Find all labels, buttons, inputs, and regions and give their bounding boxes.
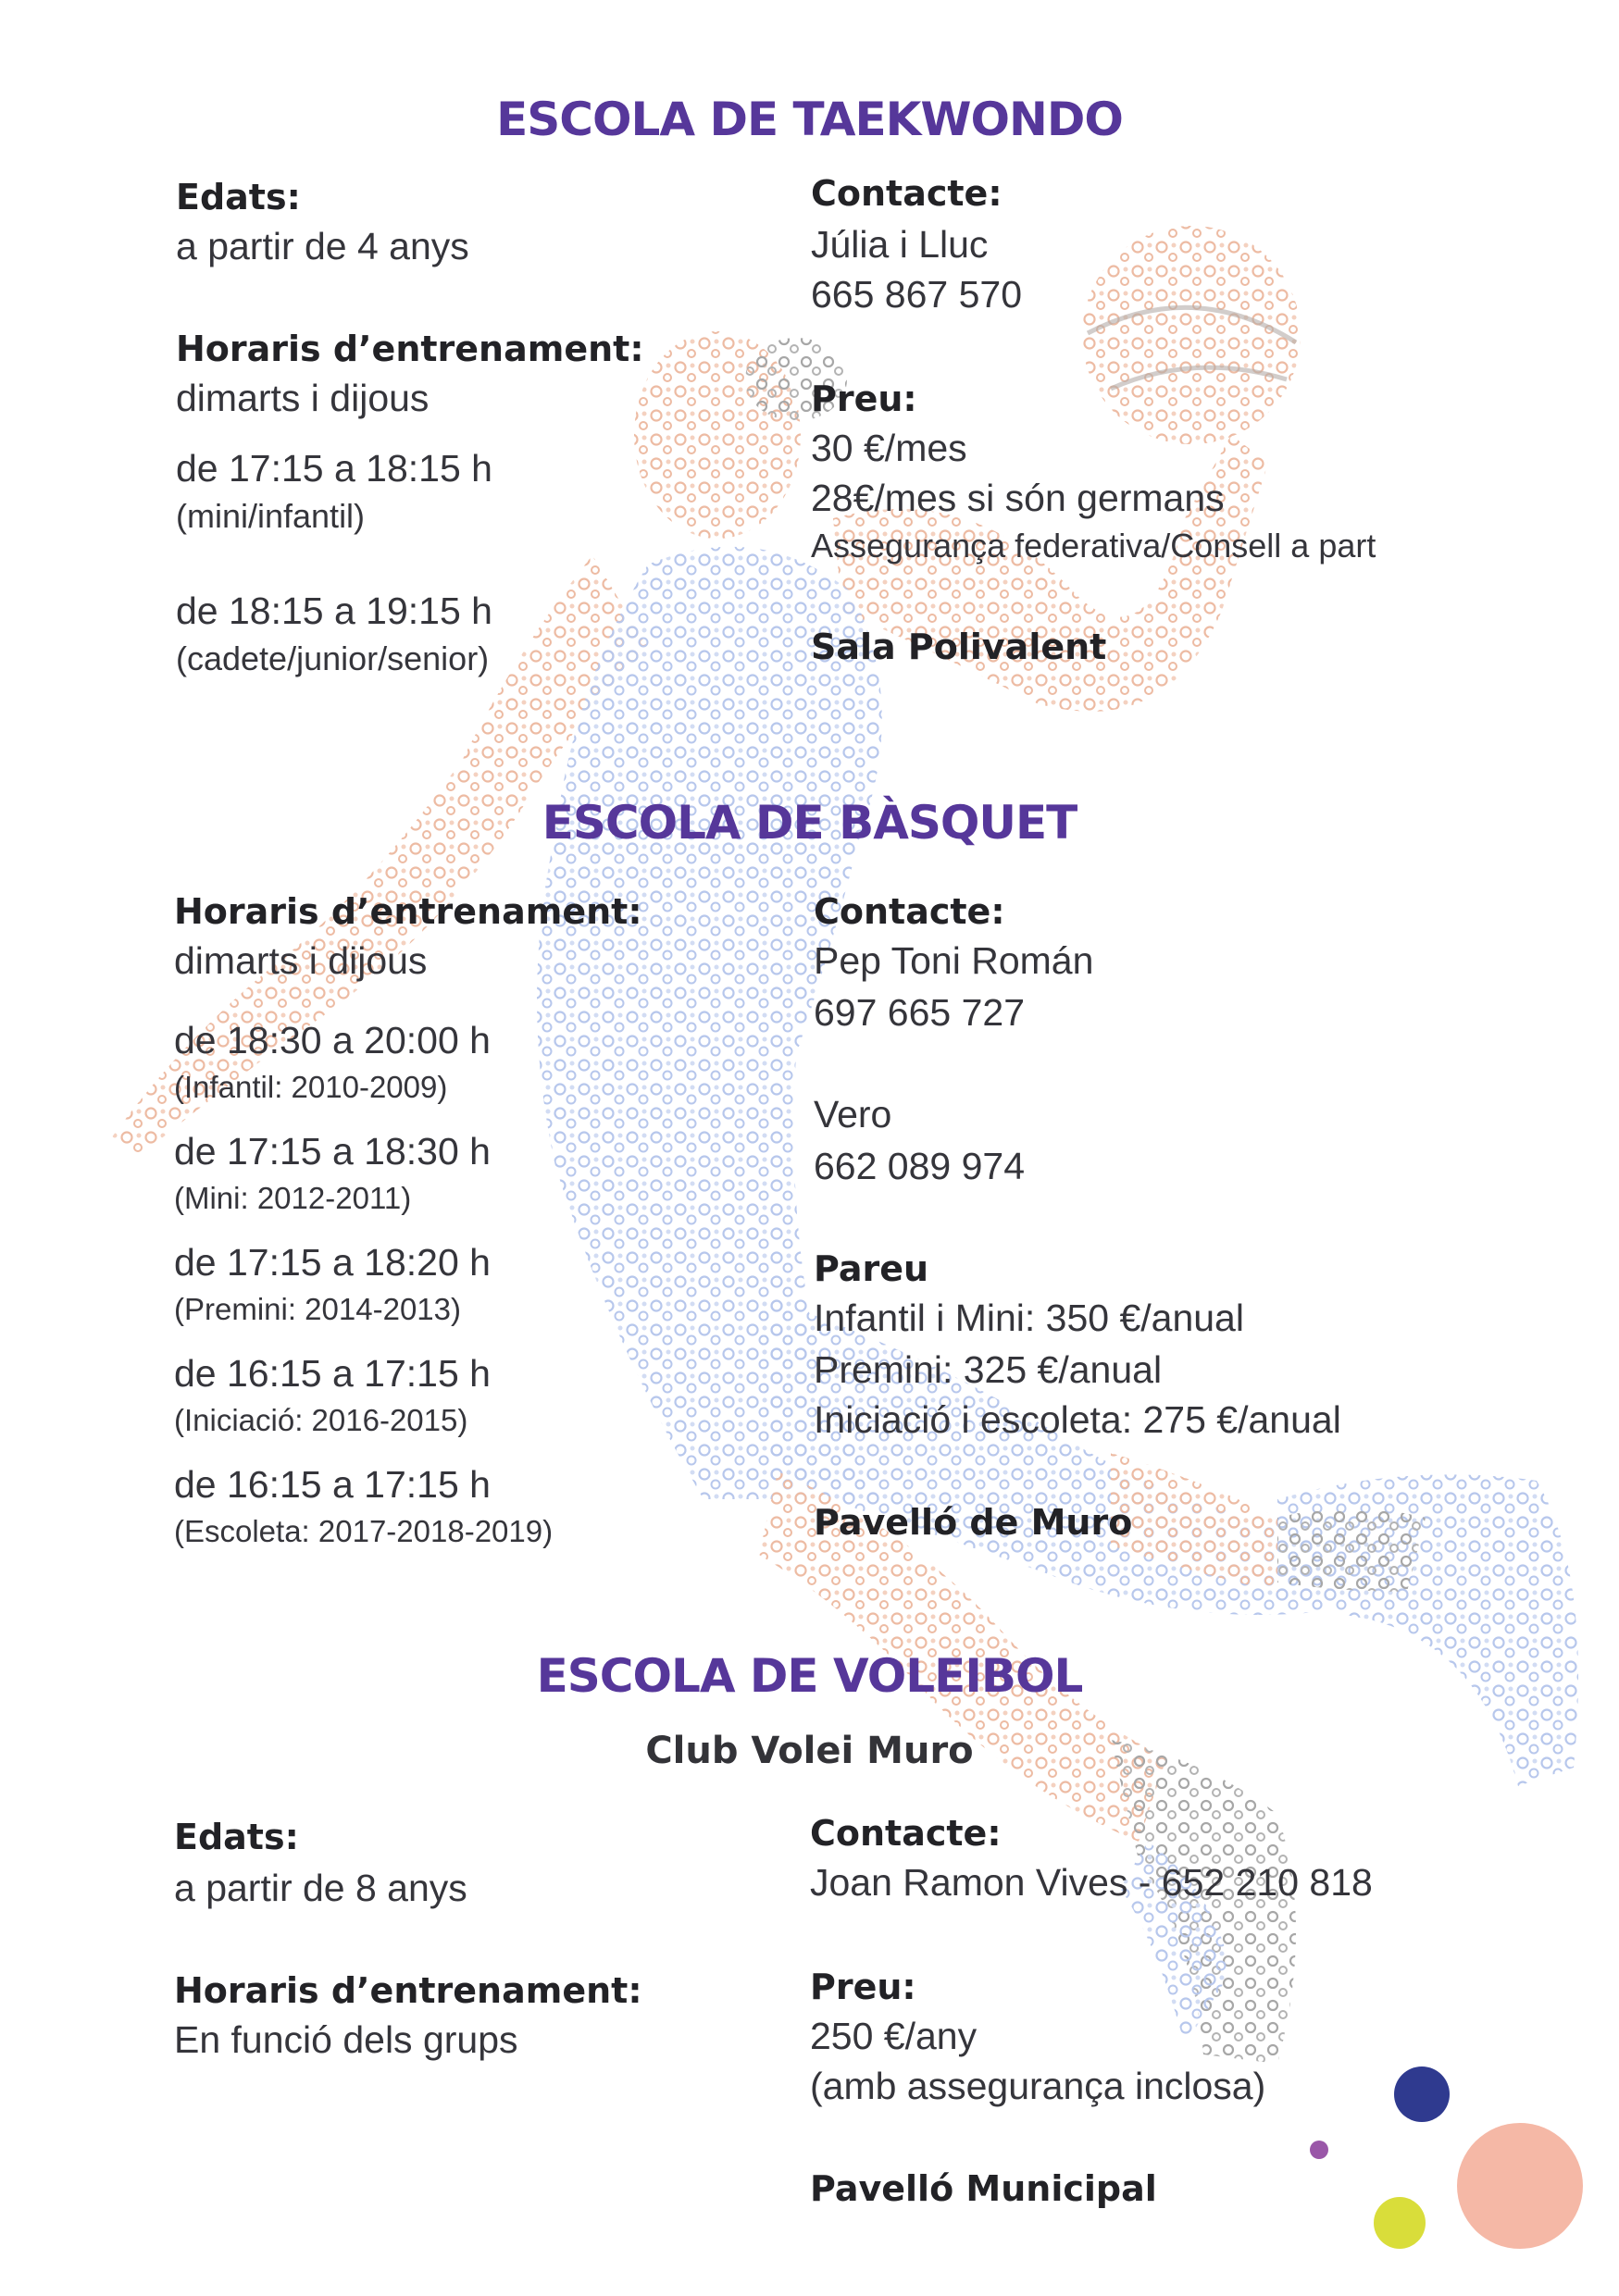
basquet-contact-phone: 697 665 727 — [814, 991, 1026, 1034]
taekwondo-venue: Sala Polivalent — [811, 627, 1107, 667]
taekwondo-slot-time: de 17:15 a 18:15 h — [176, 447, 492, 490]
taekwondo-horaris-label: Horaris d’entrenament: — [176, 329, 644, 369]
voleibol-price-line: 250 €/any — [810, 2015, 978, 2057]
basquet-slot-group: (Escoleta: 2017-2018-2019) — [174, 1514, 554, 1548]
taekwondo-contact-name: Júlia i Lluc — [811, 223, 989, 266]
basquet-price-line: Premini: 325 €/anual — [814, 1348, 1163, 1391]
basquet-contact-phone: 662 089 974 — [814, 1145, 1026, 1187]
basquet-contacte-label: Contacte: — [814, 891, 1005, 932]
basquet-slot-time: de 18:30 a 20:00 h — [174, 1019, 491, 1061]
voleibol-title: ESCOLA DE VOLEIBOL — [536, 1649, 1083, 1703]
taekwondo-edats-value: a partir de 4 anys — [176, 225, 469, 267]
basquet-contact-name: Vero — [814, 1093, 892, 1136]
taekwondo-contact-phone: 665 867 570 — [811, 273, 1023, 316]
basquet-slot-time: de 17:15 a 18:30 h — [174, 1130, 491, 1173]
taekwondo-price-line: 30 €/mes — [811, 427, 967, 469]
dot-peach-icon — [1457, 2123, 1583, 2249]
voleibol-horaris-value: En funció dels grups — [174, 2018, 518, 2061]
basquet-slot-group: (Iniciació: 2016-2015) — [174, 1403, 468, 1437]
basquet-preu-label: Pareu — [814, 1248, 929, 1289]
voleibol-subtitle: Club Volei Muro — [645, 1730, 974, 1772]
voleibol-preu-label: Preu: — [810, 1967, 916, 2007]
basquet-slot-group: (Premini: 2014-2013) — [174, 1292, 461, 1326]
basquet-slot-time: de 17:15 a 18:20 h — [174, 1241, 491, 1284]
voleibol-venue: Pavelló Municipal — [810, 2168, 1157, 2209]
basquet-price-line: Iniciació i escoleta: 275 €/anual — [814, 1398, 1341, 1441]
taekwondo-price-line: 28€/mes si són germans — [811, 477, 1225, 519]
basquet-price-line: Infantil i Mini: 350 €/anual — [814, 1297, 1244, 1339]
voleibol-edats-value: a partir de 8 anys — [174, 1867, 467, 1909]
basquet-venue: Pavelló de Muro — [814, 1502, 1133, 1543]
voleibol-contact: Joan Ramon Vives - 652 210 818 — [810, 1861, 1373, 1904]
voleibol-contacte-label: Contacte: — [810, 1813, 1002, 1854]
basquet-title: ESCOLA DE BÀSQUET — [542, 796, 1077, 850]
dot-lime-icon — [1374, 2197, 1426, 2249]
dot-purple-icon — [1310, 2141, 1328, 2159]
basquet-days: dimarts i dijous — [174, 939, 428, 982]
taekwondo-slot-group: (mini/infantil) — [176, 497, 366, 535]
basquet-horaris-label: Horaris d’entrenament: — [174, 891, 642, 932]
taekwondo-days: dimarts i dijous — [176, 377, 430, 419]
basquet-slot-group: (Mini: 2012-2011) — [174, 1181, 412, 1215]
taekwondo-contacte-label: Contacte: — [811, 173, 1003, 214]
basquet-slot-time: de 16:15 a 17:15 h — [174, 1352, 491, 1395]
taekwondo-edats-label: Edats: — [176, 177, 301, 217]
basquet-slot-group: (Infantil: 2010-2009) — [174, 1070, 448, 1104]
voleibol-edats-label: Edats: — [174, 1817, 299, 1857]
dot-navy-icon — [1394, 2066, 1450, 2122]
taekwondo-slot-time: de 18:15 a 19:15 h — [176, 590, 492, 632]
voleibol-horaris-label: Horaris d’entrenament: — [174, 1970, 642, 2011]
basquet-contact-name: Pep Toni Román — [814, 939, 1094, 982]
voleibol-price-line: (amb assegurança inclosa) — [810, 2065, 1266, 2107]
basquet-slot-time: de 16:15 a 17:15 h — [174, 1463, 491, 1506]
taekwondo-slot-group: (cadete/junior/senior) — [176, 639, 490, 677]
taekwondo-preu-label: Preu: — [811, 379, 917, 419]
taekwondo-title: ESCOLA DE TAEKWONDO — [496, 93, 1123, 146]
taekwondo-price-note: Assegurança federativa/Consell a part — [811, 527, 1376, 565]
